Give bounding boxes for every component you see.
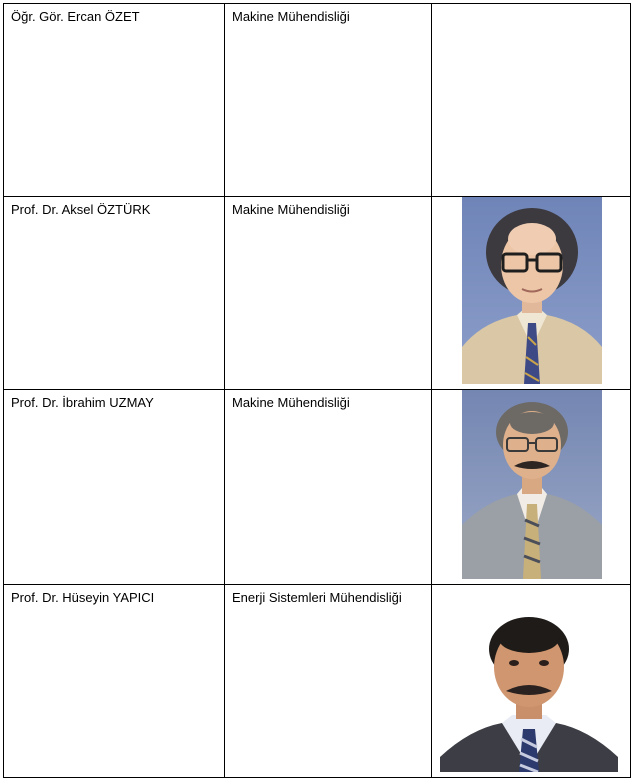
photo-cell (432, 390, 631, 585)
portrait-photo (440, 607, 618, 772)
photo-cell (432, 585, 631, 778)
table-row (4, 197, 631, 390)
department-cell: Makine Mühendisliği (225, 390, 432, 585)
name-cell: Prof. Dr. Hüseyin YAPICI (4, 585, 225, 778)
portrait-photo (462, 390, 602, 579)
staff-table (3, 3, 631, 778)
table-row (4, 4, 631, 197)
photo-cell (432, 197, 631, 390)
table-row (4, 390, 631, 585)
department-cell: Makine Mühendisliği (225, 4, 432, 197)
photo-cell-empty (432, 4, 631, 197)
name-cell: Prof. Dr. Aksel ÖZTÜRK (4, 197, 225, 390)
name-cell: Prof. Dr. İbrahim UZMAY (4, 390, 225, 585)
portrait-photo (462, 197, 602, 384)
department-cell: Makine Mühendisliği (225, 197, 432, 390)
name-cell: Öğr. Gör. Ercan ÖZET (4, 4, 225, 197)
department-cell: Enerji Sistemleri Mühendisliği (225, 585, 432, 778)
table-row (4, 585, 631, 778)
